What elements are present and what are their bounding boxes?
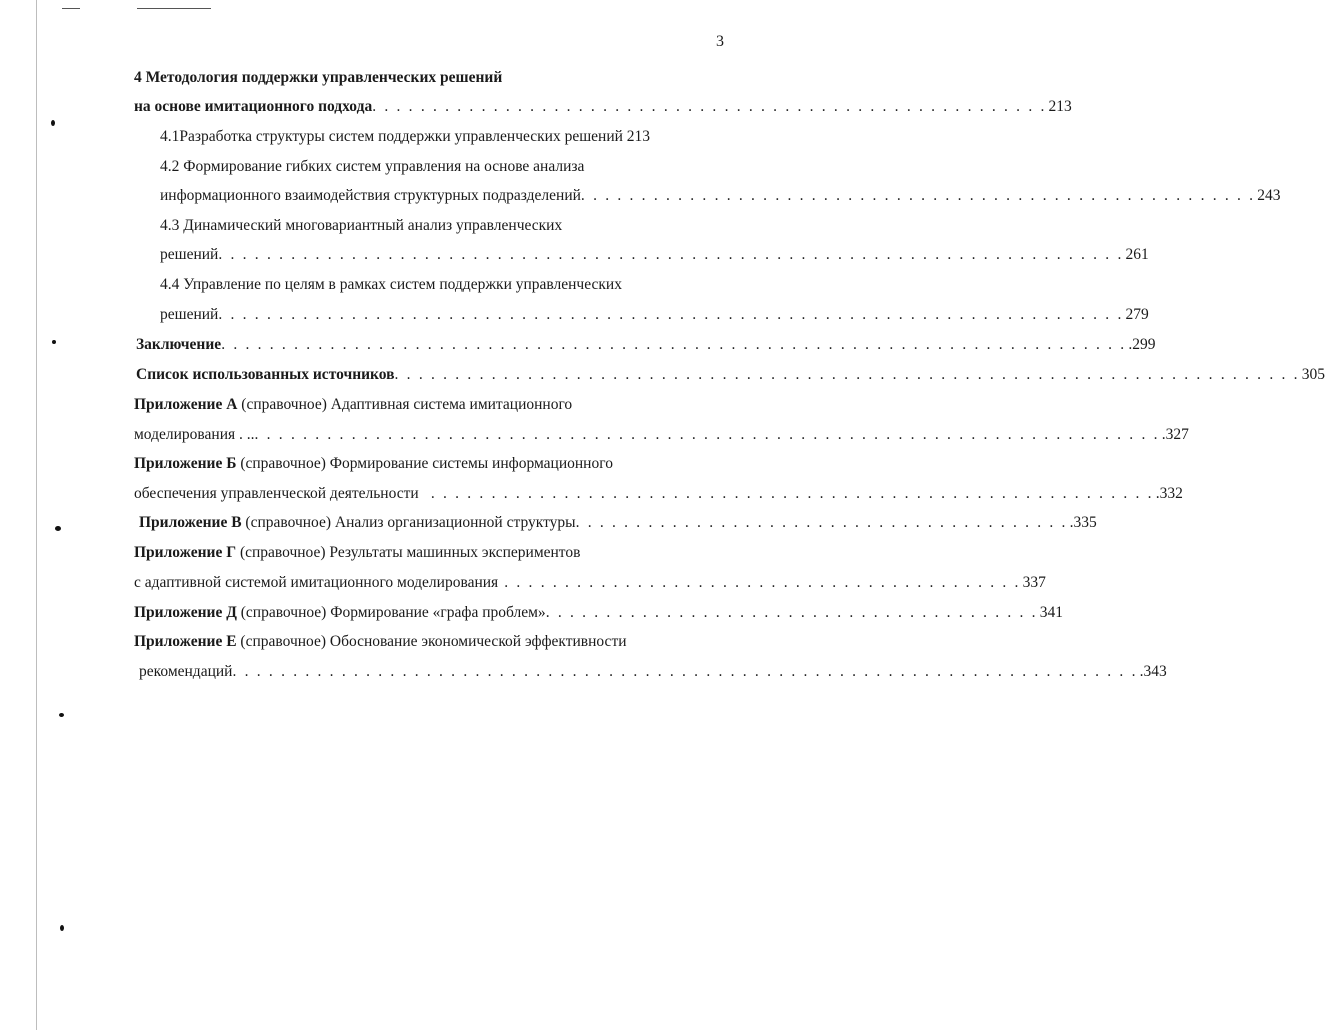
toc-appendix-a-desc-cont: моделирования . .. <box>134 426 255 443</box>
toc-appendix-g-line1[interactable] <box>134 543 580 563</box>
toc-appendix-b-label: Приложение Б <box>134 455 237 472</box>
toc-page-number: .335 <box>1069 514 1097 531</box>
toc-appendix-b-desc: (справочное) Формирование системы информационного <box>236 455 613 472</box>
toc-page-number: .343 <box>1139 663 1167 680</box>
toc-entry-4-3-line1[interactable] <box>160 216 562 236</box>
scan-left-edge <box>36 0 37 1030</box>
toc-page-number: 305 <box>1301 366 1325 383</box>
leader-dots: . . . . . . . . . . . . . . . . . . . . . . . . . . . . . . . . . . . . . . . . . . . . . . . . . . . . . . . . . . . . . . . . . . . . . . . . . . . <box>254 426 1160 443</box>
scan-mark <box>55 526 61 531</box>
toc-appendix-g-label: Приложение Г <box>134 544 237 561</box>
toc-appendix-a-line2[interactable] <box>134 425 1189 445</box>
toc-entry-4-1-title: 4.1Разработка структуры систем поддержки управленческих решений 213 <box>160 128 651 145</box>
toc-entry-4-1[interactable] <box>160 127 650 147</box>
leader-dots: . . . . . . . . . . . . . . . . . . . . . . . . . . . . . . . . . . . . . . . . . . . <box>498 574 1021 591</box>
page-number: 3 <box>716 33 724 50</box>
toc-appendix-e-desc-cont: рекомендаций <box>139 663 233 680</box>
scan-mark <box>52 340 56 344</box>
toc-entry-4-2-line1[interactable] <box>160 157 584 177</box>
toc-section-4-title: 4 Методология поддержки управленческих решений <box>134 69 503 86</box>
top-rule-left <box>62 8 80 9</box>
toc-appendix-b-desc-cont: обеспечения управленческой деятельности <box>134 485 419 502</box>
toc-appendix-a-line1[interactable] <box>134 395 572 415</box>
toc-appendix-b-line2[interactable] <box>134 484 1183 504</box>
leader-dots: . . . . . . . . . . . . . . . . . . . . . . . . . . . . . . . . . . . . . . . . . . . . . . . . . . . . . . . . . . . . . . . . . . . . . . . . . . . <box>221 336 1127 353</box>
toc-entry-4-3-title-cont: решений <box>160 246 219 263</box>
toc-entry-4-4-title-cont: решений <box>160 306 219 323</box>
leader-dots: . . . . . . . . . . . . . . . . . . . . . . . . . . . . . . . . . . . . . . . . . <box>545 604 1038 621</box>
toc-appendix-e-line2[interactable] <box>139 662 1167 682</box>
toc-entry-4-3-line2[interactable] <box>160 245 1149 265</box>
toc-appendix-e-desc: (справочное) Обоснование экономической эффективности <box>236 633 627 650</box>
toc-appendix-g-line2[interactable] <box>134 573 1046 593</box>
top-rule-right <box>137 8 211 9</box>
toc-entry-4-2-title-cont: информационного взаимодействия структурных подразделений <box>160 187 581 204</box>
toc-appendix-b-line1[interactable] <box>134 454 613 474</box>
toc-appendix-g-desc-cont: с адаптивной системой имитационного моделирования <box>134 574 499 591</box>
toc-appendix-e-label: Приложение Е <box>134 633 237 650</box>
leader-dots: . . . . . . . . . . . . . . . . . . . . . . . . . . . . . . . . . . . . . . . . . . . . . . . . . . . . . . . . . . . . . . . . . . . . . . . . . . . <box>232 663 1138 680</box>
toc-entry-4-3-title: 4.3 Динамический многовариантный анализ управленческих <box>160 217 563 234</box>
toc-appendix-e-line1[interactable] <box>134 632 627 652</box>
toc-page-number: 213 <box>1048 98 1072 115</box>
toc-appendix-v-label: Приложение В <box>139 514 242 531</box>
toc-entry-4-4-line2[interactable] <box>160 305 1149 325</box>
toc-page-number: 337 <box>1022 574 1046 591</box>
scan-mark <box>51 120 55 126</box>
toc-references-title: Список использованных источников <box>136 366 395 383</box>
toc-conclusion-title: Заключение <box>136 336 222 353</box>
toc-entry-4-4-title: 4.4 Управление по целям в рамках систем поддержки управленческих <box>160 276 622 293</box>
toc-entry-4-4-line1[interactable] <box>160 275 622 295</box>
toc-page-number: 341 <box>1039 604 1064 621</box>
leader-dots: . . . . . . . . . . . . . . . . . . . . . . . . . . . . . . . . . . . . . . . . . . . . . . . . . . . . . . . . <box>372 98 1047 115</box>
toc-appendix-g-desc: (справочное) Результаты машинных экспериментов <box>236 544 581 561</box>
toc-entry-4-2-line2[interactable] <box>160 186 1281 206</box>
leader-dots: . . . . . . . . . . . . . . . . . . . . . . . . . . . . . . . . . . . . . . . . . . . . . . . . . . . . . . . . . . . . . . . . . . . . . . . . . . . <box>218 306 1124 323</box>
toc-page-number: .327 <box>1161 426 1189 443</box>
toc-appendix-v-desc: (справочное) Анализ организационной структуры <box>241 514 576 531</box>
toc-appendix-v[interactable] <box>139 513 1097 533</box>
toc-appendix-d[interactable] <box>134 603 1064 623</box>
toc-appendix-a-desc: (справочное) Адаптивная система имитационного <box>237 396 573 413</box>
leader-dots: . . . . . . . . . . . . . . . . . . . . . . . . . . . . . . . . . . . . . . . . . . . . . . . . . . . . . . . . . . . . . . . . . . . . . . . . . . . <box>218 246 1124 263</box>
toc-appendix-d-label: Приложение Д <box>134 604 237 621</box>
toc-section-4-line2[interactable] <box>134 97 1072 117</box>
toc-page-number: 279 <box>1125 306 1149 323</box>
toc-appendix-a-label: Приложение А <box>134 396 238 413</box>
toc-references[interactable] <box>136 365 1325 385</box>
toc-conclusion[interactable] <box>136 335 1156 355</box>
toc-page-number: 261 <box>1125 246 1149 263</box>
toc-section-4-line1[interactable] <box>134 68 502 88</box>
leader-dots: . . . . . . . . . . . . . . . . . . . . . . . . . . . . . . . . . . . . . . . . . . . . . . . . . . . . . . . . . . . . <box>418 485 1154 502</box>
scan-mark <box>59 713 64 717</box>
leader-dots: . . . . . . . . . . . . . . . . . . . . . . . . . . . . . . . . . . . . . . . . . . . . . . . . . . . . . . . . <box>580 187 1256 204</box>
scan-mark <box>60 925 64 931</box>
toc-appendix-d-desc: (справочное) Формирование «графа проблем» <box>236 604 546 621</box>
toc-section-4-title-cont: на основе имитационного подхода <box>134 98 373 115</box>
toc-page-number: .332 <box>1155 485 1183 502</box>
leader-dots: . . . . . . . . . . . . . . . . . . . . . . . . . . . . . . . . . . . . . . . . . <box>575 514 1068 531</box>
toc-page-number: 243 <box>1257 187 1281 204</box>
toc-entry-4-2-title: 4.2 Формирование гибких систем управления на основе анализа <box>160 158 585 175</box>
toc-page-number: .299 <box>1128 336 1156 353</box>
leader-dots: . . . . . . . . . . . . . . . . . . . . . . . . . . . . . . . . . . . . . . . . . . . . . . . . . . . . . . . . . . . . . . . . . . . . . . . . . . . <box>394 366 1300 383</box>
